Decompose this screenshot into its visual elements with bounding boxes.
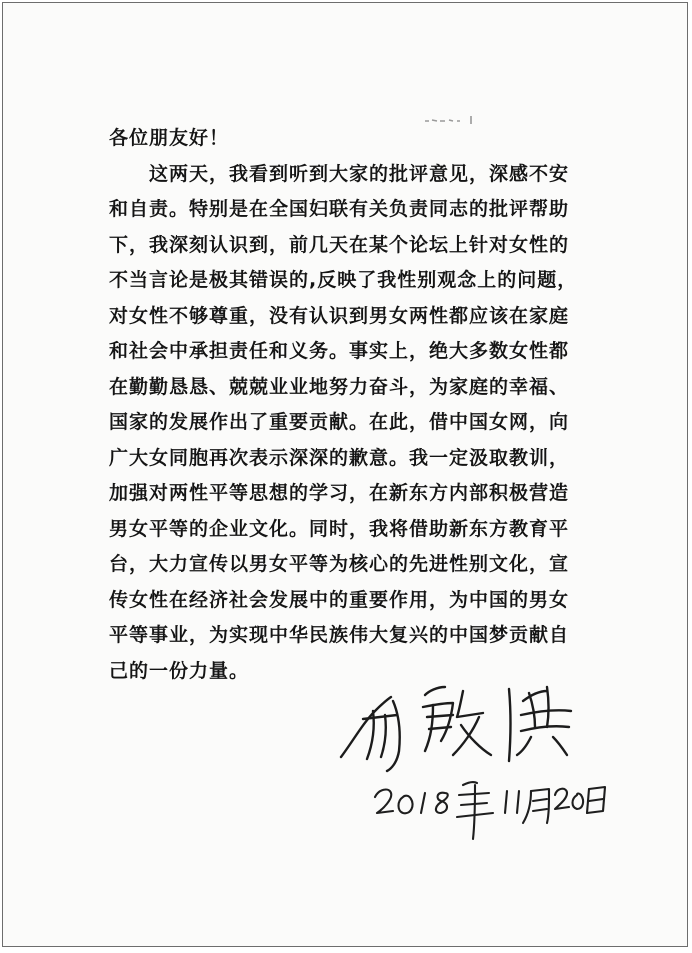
letter-line: 对女性不够尊重，没有认识到男女两性都应该在家庭: [109, 304, 570, 327]
letter-line: 国家的发展作出了重要贡献。在此，借中国女网，向: [109, 411, 570, 433]
letter-line: 加强对两性平等思想的学习，在新东方内部积极营造: [109, 482, 570, 504]
handwritten-signature: [333, 671, 583, 781]
letter-line: 平等事业，为实现中华民族伟大复兴的中国梦贡献自: [109, 624, 570, 646]
handwritten-date: [371, 773, 611, 843]
letter-line: 在勤勤恳恳、兢兢业业地努力奋斗，为家庭的幸福、: [109, 375, 570, 398]
letter-body: [109, 121, 629, 689]
letter-line: 广大女同胞再次表示深深的歉意。我一定汲取教训，: [109, 446, 570, 469]
letter-line: 不当言论是极其错误的,反映了我性别观念上的问题，: [109, 269, 578, 291]
letter-line: 己的一份力量。: [109, 659, 250, 682]
letter-line: 台，大力宣传以男女平等为核心的先进性别文化，宣: [109, 553, 570, 575]
letter-line-greeting: 各位朋友好！: [109, 127, 230, 149]
letter-line: 和社会中承担责任和义务。事实上，绝大多数女性都: [109, 340, 570, 362]
letter-line: 下，我深刻认识到，前几天在某个论坛上针对女性的: [109, 233, 570, 256]
letter-line: 和自责。特别是在全国妇联有关负责同志的批评帮助: [109, 198, 570, 220]
letter-page: [2, 2, 688, 947]
letter-line: 传女性在经济社会发展中的重要作用，为中国的男女: [109, 588, 570, 611]
letter-line: 男女平等的企业文化。同时，我将借助新东方教育平: [109, 517, 570, 540]
letter-line: 这两天，我看到听到大家的批评意见，深感不安: [109, 162, 570, 185]
